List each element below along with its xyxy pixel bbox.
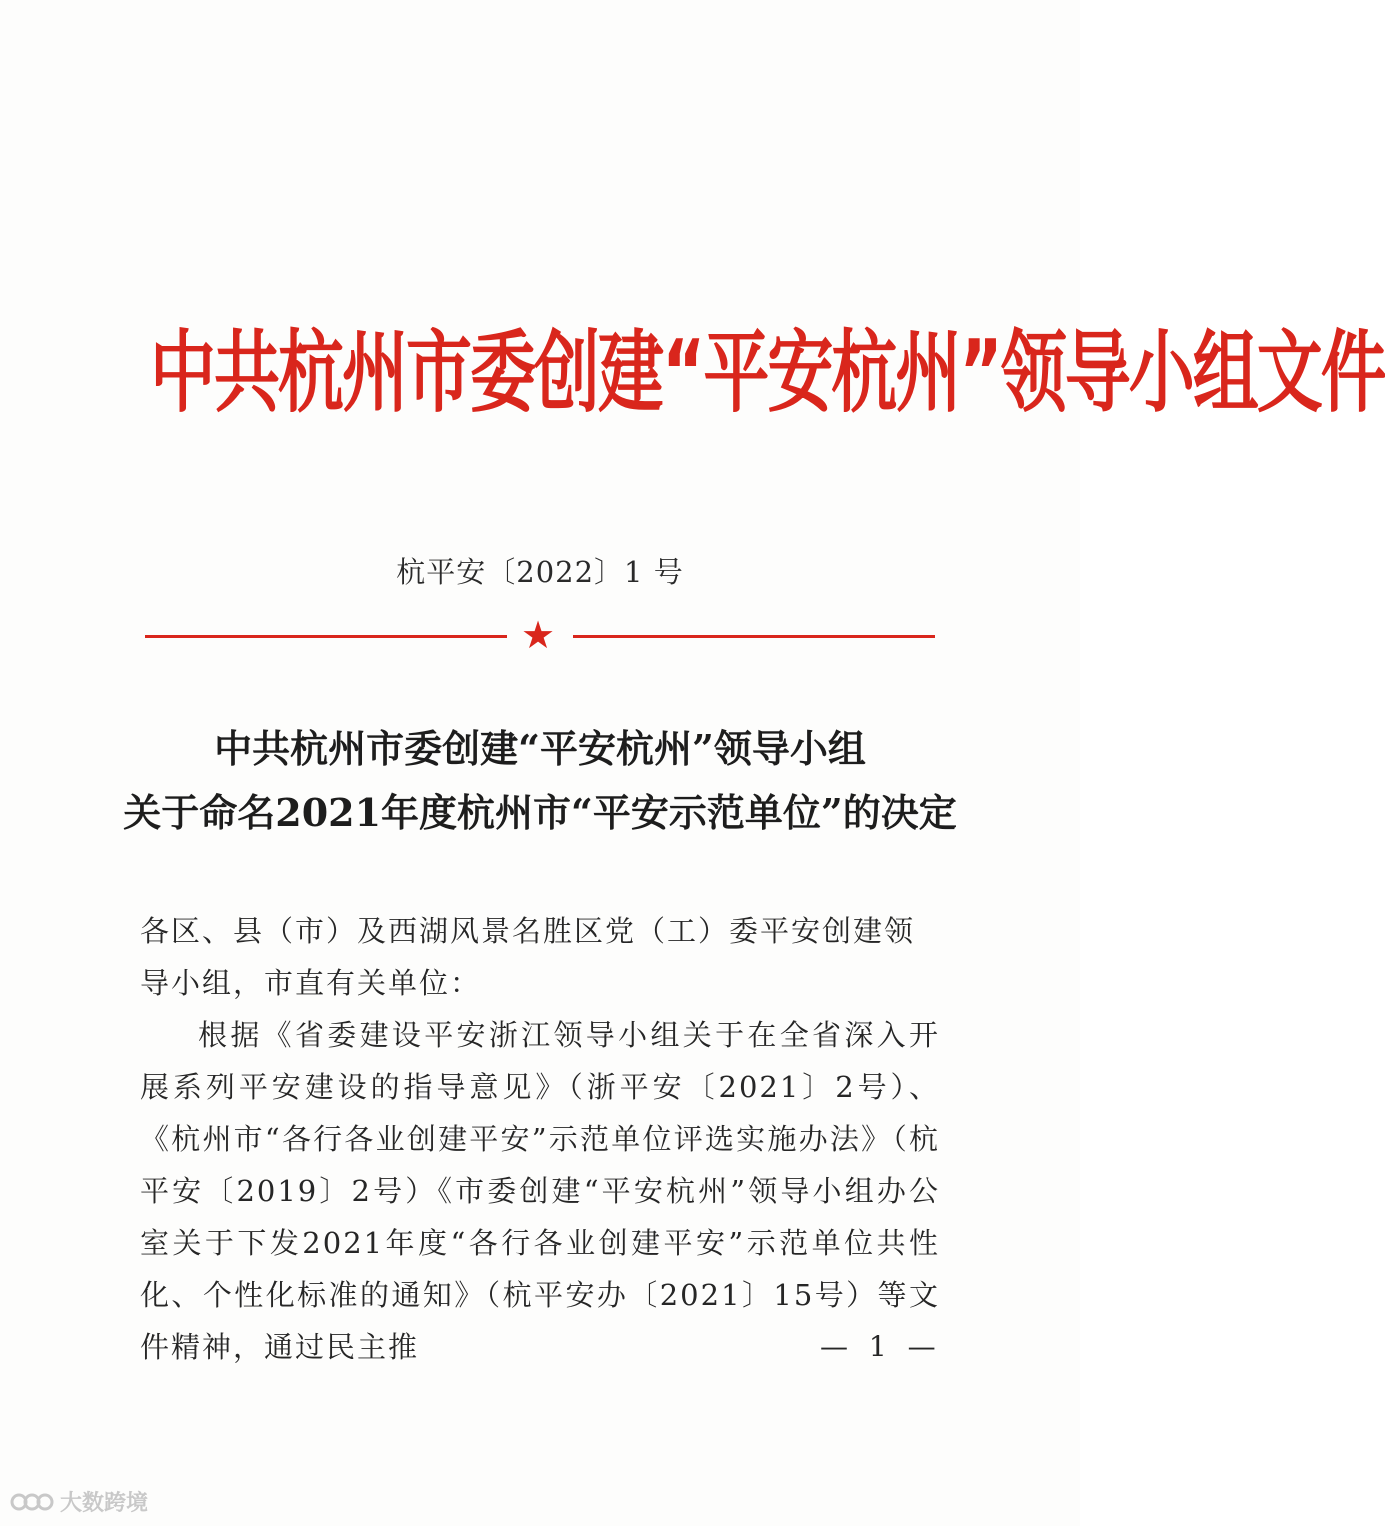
divider-line-right [573, 635, 935, 638]
document-body [140, 905, 940, 1373]
document-number: 杭平安〔2022〕1 号 [396, 555, 684, 589]
watermark [10, 1486, 148, 1517]
header-divider [145, 613, 935, 657]
addressee: 各区、县（市）及西湖风景名胜区党（工）委平安创建领导小组，市直有关单位： [140, 914, 916, 1000]
divider-line-left [145, 635, 507, 638]
star-icon: ★ [521, 613, 556, 657]
issuer-header: 中共杭州市委创建“平安杭州”领导小组文件 [150, 321, 1385, 426]
document-title-line-1: 中共杭州市委创建“平安杭州”领导小组 [214, 726, 866, 771]
body-paragraph: 根据《省委建设平安浙江领导小组关于在全省深入开展系列平安建设的指导意见》（浙平安〔2021〕2号）、《杭州市“各行各业创建平安”示范单位评选实施办法》（杭平安〔2019〕2号）《市委创建“平安杭州”领导小组办公室关于下发2021年度“各行各业创建平安”示范单位共性化、个性化标准的通知》（杭平安办〔2021〕15号）等文件精神，通过民主推 [140, 1018, 940, 1364]
document-title-line-2: 关于命名2021年度杭州市“平安示范单位”的决定 [123, 790, 957, 835]
page-number: — 1 — [820, 1330, 942, 1363]
watermark-text: 大数跨境 [60, 1491, 149, 1516]
watermark-logo-icon [10, 1489, 54, 1515]
